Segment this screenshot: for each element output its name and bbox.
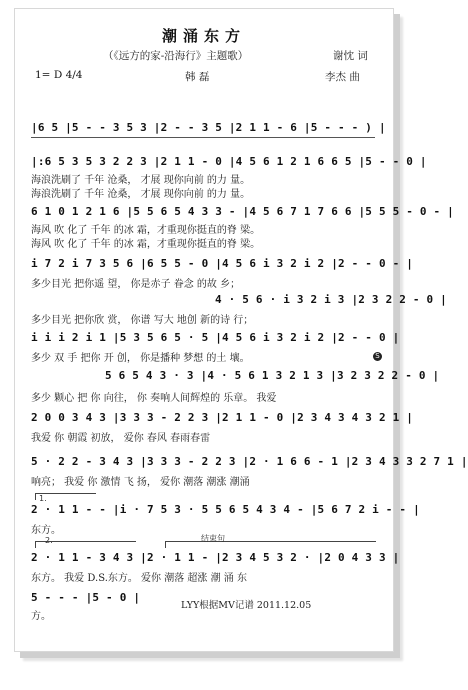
- composer-credit: 李杰 曲: [325, 71, 360, 83]
- volta-label-2: 2.: [45, 536, 53, 545]
- volta-label-1: 1.: [39, 494, 47, 503]
- notation-line-2: 6 1 0 1 2 1 6 |5 5 6 5 4 3 3 - |4 5 6 7 1 7 6 6 |5 5 5 - 0 - |: [31, 205, 454, 218]
- transcriber-credit: LYY根据MV记谱 2011.12.05: [181, 600, 312, 611]
- lyric-line-2b: 海风 吹 化了 千年 的冰 霜，才重现你挺直的脊 梁。: [31, 239, 261, 250]
- intro-notation: |6 5 |5 - - 3 5 3 |2 - - 3 5 |2 1 1 - 6 |5 - - - ) |: [31, 121, 386, 134]
- lyric-line-6: 我爱 你 朝霞 初放， 爱你 春风 春雨春雷: [31, 433, 211, 444]
- score-sheet: [14, 8, 468, 652]
- song-subtitle: （《远方的家-沿海行》主题歌）: [103, 50, 249, 62]
- notation-line-5: 5 6 5 4 3 · 3 |4 · 5 6 1 3 2 1 3 |3 2 3 2 2 - 0 |: [105, 369, 440, 382]
- notation-line-7: 5 · 2 2 - 3 4 3 |3 3 3 - 2 2 3 |2 · 1 6 6 - 1 |2 3 4 3 3 2 7 1 |: [31, 455, 468, 468]
- lyricist-credit: 谢忱 词: [333, 50, 368, 62]
- lyric-line-3b: 多少目光 把你欣 赏， 你谱 写大 地创 新的诗 行；: [31, 315, 254, 326]
- ending-bracket: [165, 541, 376, 548]
- notation-line-9: 2 · 1 1 - 3 4 3 |2 · 1 1 - |2 3 4 5 3 2 · |2 0 4 3 3 |: [31, 551, 400, 564]
- notation-line-3b: 4 · 5 6 · i 3 2 i 3 |2 3 2 2 - 0 |: [215, 293, 447, 306]
- lyric-line-4: 多少 双 手 把你 开 创， 你是播种 梦想 的土 壤。: [31, 353, 250, 364]
- notation-line-3: i 7 2 i 7 3 5 6 |6 5 5 - 0 |4 5 6 i 3 2 i 2 |2 - - 0 - |: [31, 257, 414, 270]
- lyric-line-10: 方。: [31, 611, 51, 622]
- notation-line-4: i i i 2 i 1 |5 3 5 6 5 · 5 |4 5 6 i 3 2 i 2 |2 - - 0 |: [31, 331, 400, 344]
- notation-line-1: |:6 5 3 5 3 2 2 3 |2 1 1 - 0 |4 5 6 1 2 1 6 6 5 |5 - - 0 |: [31, 155, 427, 168]
- lyric-line-7: 响亮； 我爱 你 激情 飞 扬， 爱你 潮落 潮涨 潮涌: [31, 477, 250, 488]
- singer-credit: 韩 磊: [185, 71, 210, 83]
- lyric-line-2a: 海风 吹 化了 千年 的冰 霜，才重现你挺直的脊 梁。: [31, 225, 261, 236]
- ending-label: 结束句: [201, 534, 225, 543]
- notation-line-10: 5 - - - |5 - 0 |: [31, 591, 141, 604]
- lyric-line-5: 多少 颗心 把 你 向往， 你 奏响人间辉煌的 乐章。 我爱: [31, 393, 277, 404]
- lyric-line-9: 东方。 我爱 D.S.东方。 爱你 潮落 超涨 潮 涌 东: [31, 573, 247, 584]
- key-signature: 1= D 4/4: [35, 69, 83, 81]
- lyric-line-1b: 海浪洗刷了 千年 沧桑， 才展 现你向前 的力 量。: [31, 189, 251, 200]
- song-title: 潮涌东方: [161, 27, 246, 45]
- lyric-line-1a: 海浪洗刷了 千年 沧桑， 才展 现你向前 的力 量。: [31, 175, 251, 186]
- staff-rule: [31, 137, 375, 138]
- segno-mark: S: [373, 352, 382, 361]
- notation-line-6: 2 0 0 3 4 3 |3 3 3 - 2 2 3 |2 1 1 - 0 |2 3 4 3 4 3 2 1 |: [31, 411, 414, 424]
- lyric-line-3: 多少目光 把你遥 望， 你是赤子 眷念 的故 乡；: [31, 279, 241, 290]
- notation-line-8: 2 · 1 1 - - |i · 7 5 3 · 5 5 6 5 4 3 4 - |5 6 7 2 i - - |: [31, 503, 420, 516]
- lyric-line-8: 东方。: [31, 525, 61, 536]
